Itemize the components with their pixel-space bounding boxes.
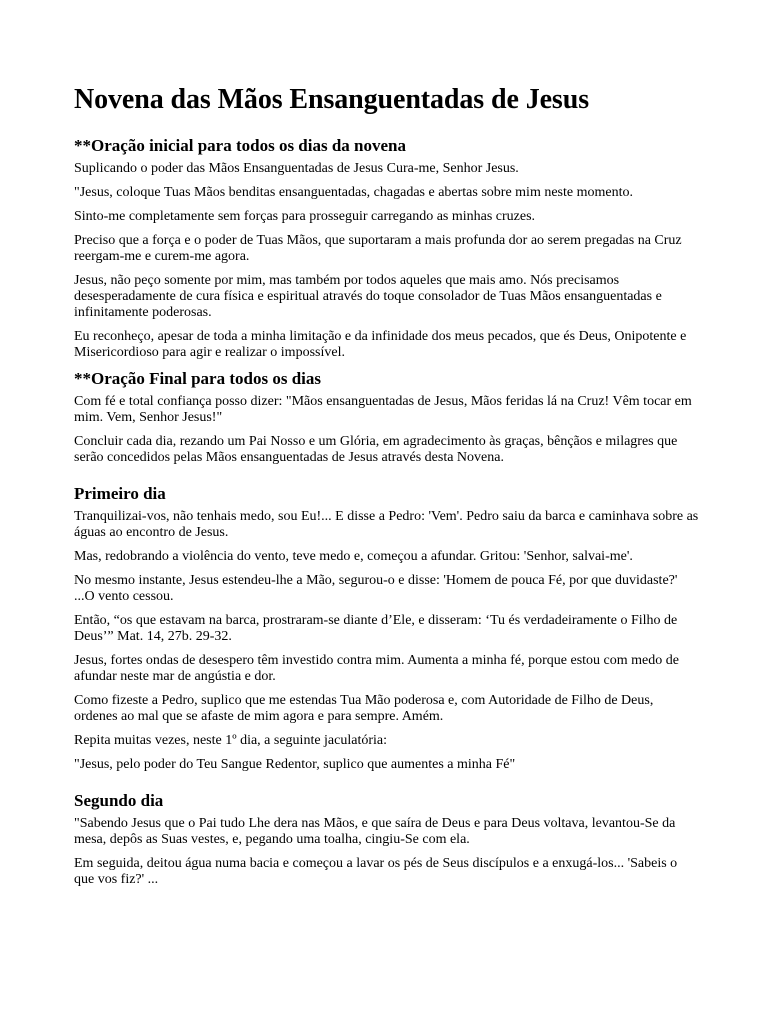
day1-heading: Primeiro dia <box>74 484 166 503</box>
day2-heading: Segundo dia <box>74 791 164 810</box>
paragraph: Sinto-me completamente sem forças para prosseguir carregando as minhas cruzes. <box>74 209 536 224</box>
initial-prayer-heading: **Oração inicial para todos os dias da novena <box>74 136 407 155</box>
paragraph: Então, “os que estavam na barca, prostraram-se diante d’Ele, e disseram: ‘Tu és verdadeiramente o Filho de Deus’” Mat. 14, 27b. 29-32. <box>74 613 678 644</box>
paragraph: Concluir cada dia, rezando um Pai Nosso e um Glória, em agradecimento às graças, bênçãos e milagres que serão concedidos pelas Mãos ensanguentadas de Jesus através desta Novena. <box>74 434 678 465</box>
paragraph: Tranquilizai-vos, não tenhais medo, sou Eu!... E disse a Pedro: 'Vem'. Pedro saiu da barca e caminhava sobre as águas ao encontro de Jesus. <box>74 509 699 540</box>
document-page <box>74 82 700 896</box>
paragraph: Suplicando o poder das Mãos Ensanguentadas de Jesus Cura-me, Senhor Jesus. <box>74 161 519 176</box>
paragraph: Jesus, não peço somente por mim, mas também por todos aqueles que mais amo. Nós precisamos desesperadamente de cura física e espiritual através do toque consolador de Tuas Mãos ensanguentadas e infinitamente poderosas. <box>74 273 662 320</box>
paragraph: Com fé e total confiança posso dizer: "Mãos ensanguentadas de Jesus, Mãos feridas lá na Cruz! Vêm tocar em mim. Vem, Senhor Jesus!" <box>74 394 692 425</box>
paragraph: Como fizeste a Pedro, suplico que me estendas Tua Mão poderosa e, com Autoridade de Filho de Deus, ordenes ao mal que se afaste de mim agora e para sempre. Amém. <box>74 693 654 724</box>
document-title: Novena das Mãos Ensanguentadas de Jesus <box>74 84 589 115</box>
paragraph: Preciso que a força e o poder de Tuas Mãos, que suportaram a mais profunda dor ao serem pregadas na Cruz reergam-me e curem-me agora. <box>74 233 682 264</box>
paragraph: "Jesus, coloque Tuas Mãos benditas ensanguentadas, chagadas e abertas sobre mim neste momento. <box>74 185 633 200</box>
paragraph: "Sabendo Jesus que o Pai tudo Lhe dera nas Mãos, e que saíra de Deus e para Deus voltava, levantou-Se da mesa, depôs as Suas vestes, e, pegando uma toalha, cingiu-Se com ela. <box>74 816 676 847</box>
paragraph: "Jesus, pelo poder do Teu Sangue Redentor, suplico que aumentes a minha Fé" <box>74 757 516 772</box>
paragraph: Em seguida, deitou água numa bacia e começou a lavar os pés de Seus discípulos e a enxugá-los... 'Sabeis o que vos fiz?' ... <box>74 856 678 887</box>
paragraph: Repita muitas vezes, neste 1º dia, a seguinte jaculatória: <box>74 733 388 748</box>
paragraph: Jesus, fortes ondas de desespero têm investido contra mim. Aumenta a minha fé, porque estou com medo de afundar neste mar de angústia e dor. <box>74 653 679 684</box>
paragraph: Eu reconheço, apesar de toda a minha limitação e da infinidade dos meus pecados, que és Deus, Onipotente e Misericordioso para agir e realizar o impossível. <box>74 329 687 360</box>
paragraph: Mas, redobrando a violência do vento, teve medo e, começou a afundar. Gritou: 'Senhor, salvai-me'. <box>74 549 633 564</box>
paragraph: No mesmo instante, Jesus estendeu-lhe a Mão, segurou-o e disse: 'Homem de pouca Fé, por que duvidaste?' ...O vento cessou. <box>74 573 678 604</box>
final-prayer-heading: **Oração Final para todos os dias <box>74 369 321 388</box>
